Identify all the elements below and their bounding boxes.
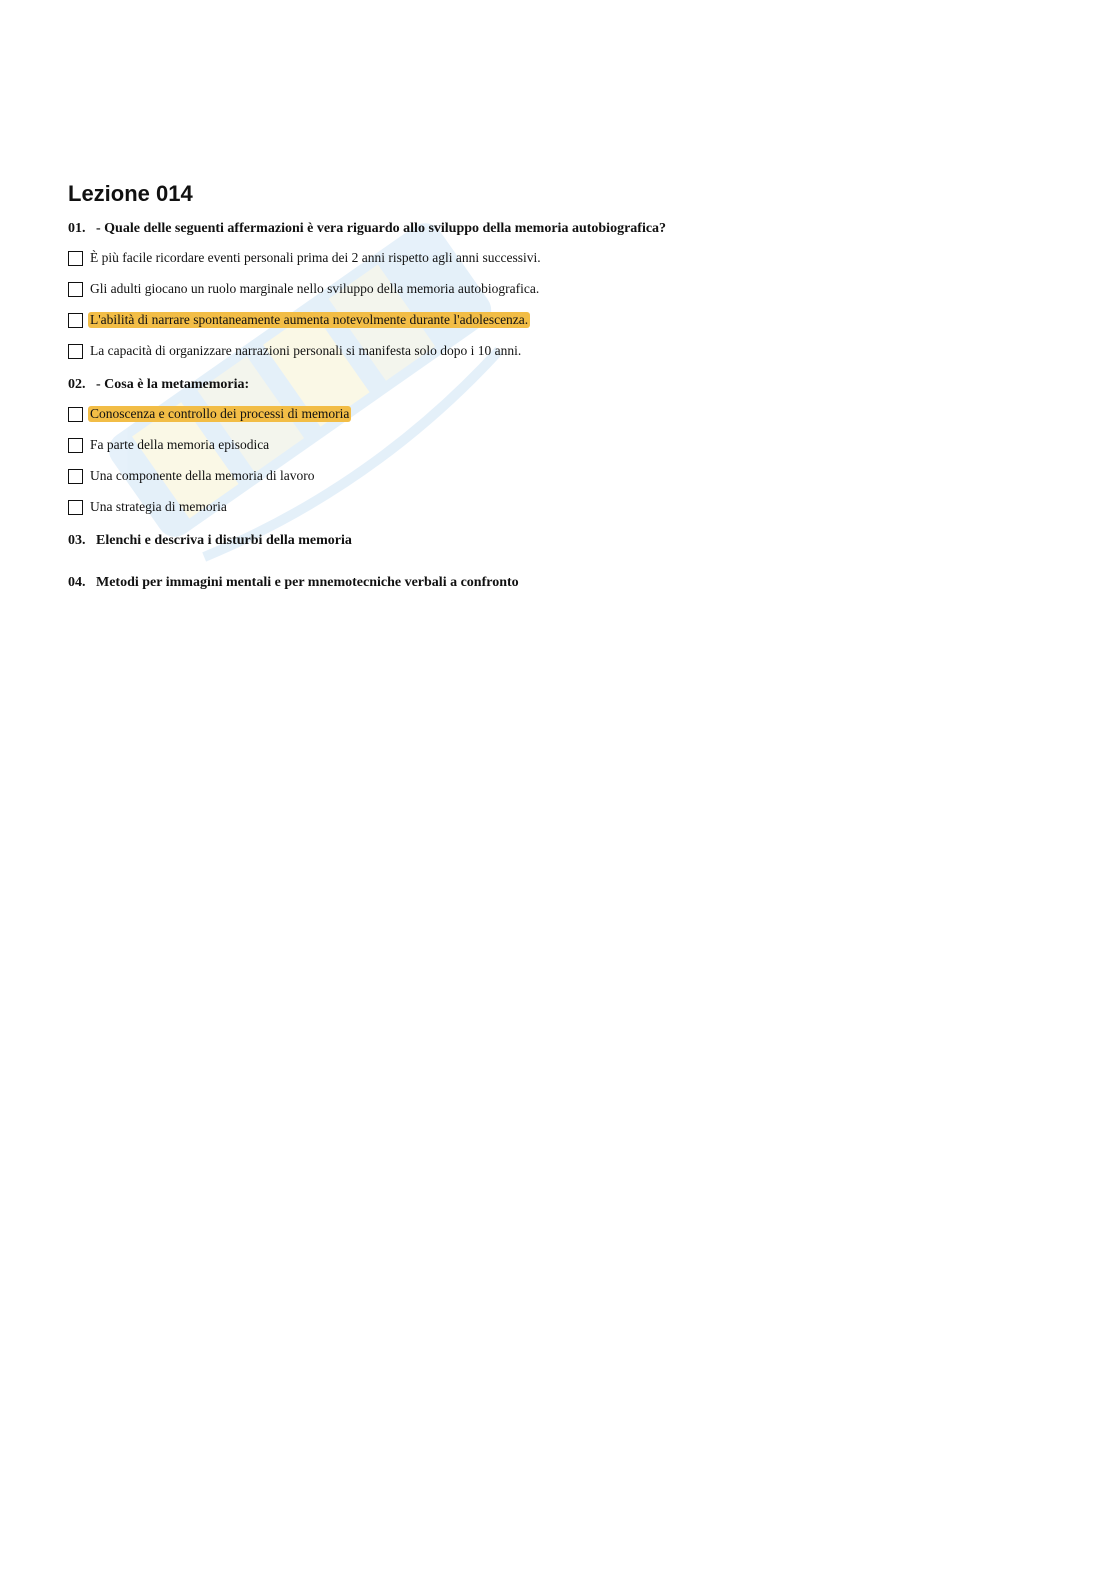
question-03 <box>68 532 1048 550</box>
answer-option[interactable] <box>68 405 1048 423</box>
question-text: - Cosa è la metamemoria: <box>96 377 250 392</box>
question-text: Metodi per immagini mentali e per mnemotecniche verbali a confronto <box>96 575 519 590</box>
answer-option-label: Una strategia di memoria <box>90 499 227 514</box>
answer-option-label: Fa parte della memoria episodica <box>90 437 270 452</box>
answer-option-label: La capacità di organizzare narrazioni personali si manifesta solo dopo i 10 anni. <box>90 343 522 358</box>
answer-option-label: Gli adulti giocano un ruolo marginale nello sviluppo della memoria autobiografica. <box>90 281 540 296</box>
checkbox-icon[interactable] <box>68 500 83 515</box>
answer-option[interactable] <box>68 498 1048 516</box>
answer-option[interactable] <box>68 311 1048 329</box>
checkbox-icon[interactable] <box>68 344 83 359</box>
lesson-title: Lezione 014 <box>68 181 193 206</box>
question-number: 04. <box>68 575 86 590</box>
question-01 <box>68 220 1048 238</box>
checkbox-icon[interactable] <box>68 313 83 328</box>
checkbox-icon[interactable] <box>68 438 83 453</box>
answer-options-01 <box>68 249 1048 360</box>
question-text: - Quale delle seguenti affermazioni è vera riguardo allo sviluppo della memoria autobiografica? <box>96 221 667 236</box>
answer-option[interactable] <box>68 436 1048 454</box>
question-text: Elenchi e descriva i disturbi della memoria <box>96 533 352 548</box>
checkbox-icon[interactable] <box>68 251 83 266</box>
answer-option[interactable] <box>68 280 1048 298</box>
answer-option-label: Una componente della memoria di lavoro <box>90 468 315 483</box>
question-number: 01. <box>68 221 86 236</box>
answer-option[interactable] <box>68 342 1048 360</box>
answer-option[interactable] <box>68 249 1048 267</box>
question-02 <box>68 376 1048 394</box>
question-04 <box>68 574 1048 592</box>
lesson-content <box>68 180 1048 616</box>
question-number: 02. <box>68 377 86 392</box>
answer-options-02 <box>68 405 1048 516</box>
answer-option-label-highlighted: L'abilità di narrare spontaneamente aumenta notevolmente durante l'adolescenza. <box>90 312 529 327</box>
checkbox-icon[interactable] <box>68 469 83 484</box>
answer-option-label: È più facile ricordare eventi personali prima dei 2 anni rispetto agli anni successivi. <box>90 250 541 265</box>
checkbox-icon[interactable] <box>68 407 83 422</box>
answer-option-label-highlighted: Conoscenza e controllo dei processi di memoria <box>90 406 350 421</box>
question-number: 03. <box>68 533 86 548</box>
answer-option[interactable] <box>68 467 1048 485</box>
checkbox-icon[interactable] <box>68 282 83 297</box>
